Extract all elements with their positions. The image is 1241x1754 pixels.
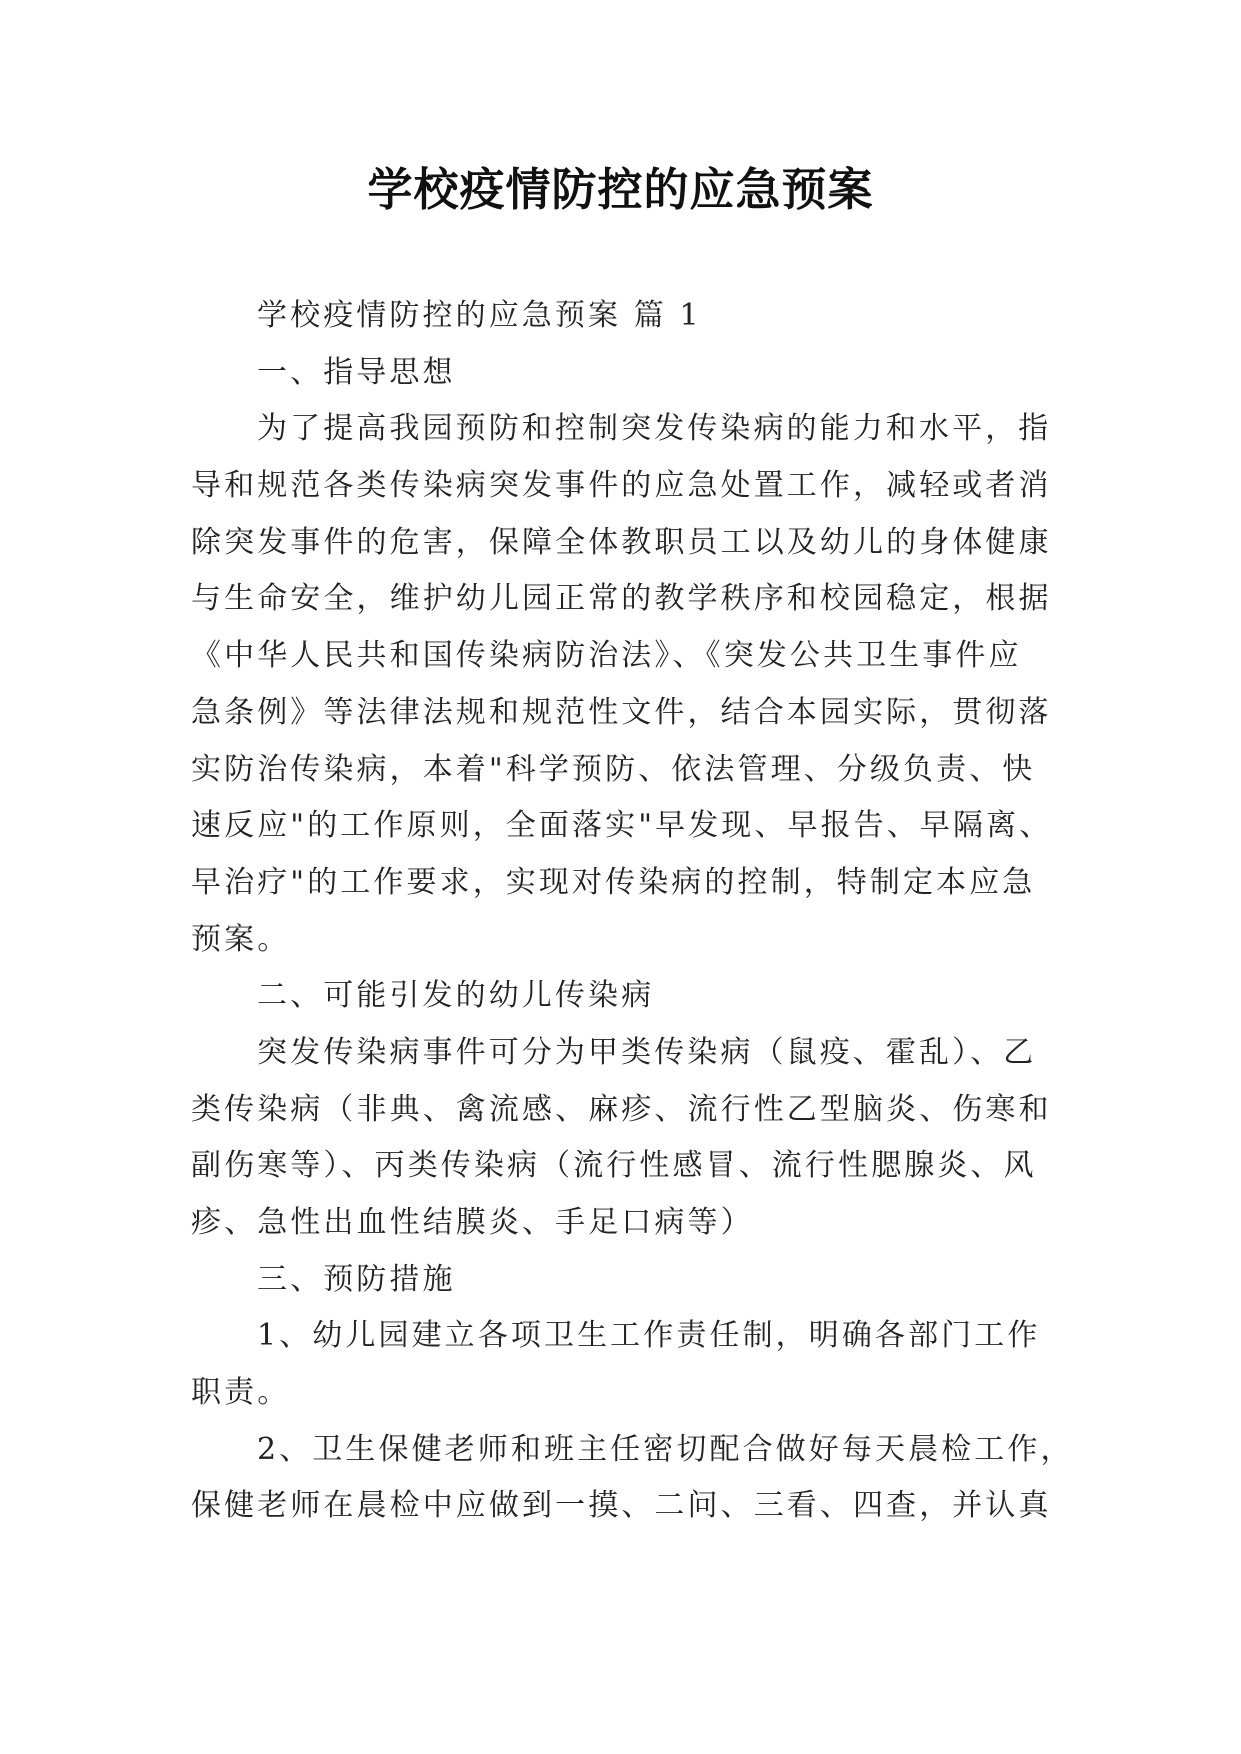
- text-line: 2、卫生保健老师和班主任密切配合做好每天晨检工作，: [257, 1431, 1074, 1467]
- text-line: 三、预防措施: [257, 1261, 456, 1297]
- text-line: 急条例》等法律法规和规范性文件，结合本园实际，贯彻落: [191, 694, 1052, 730]
- text-line: 实防治传染病，本着"科学预防、依法管理、分级负责、快: [191, 751, 1036, 787]
- text-line: 除突发事件的危害，保障全体教职员工以及幼儿的身体健康: [191, 524, 1052, 560]
- document-title: 学校疫情防控的应急预案: [367, 163, 874, 216]
- text-line: 速反应"的工作原则，全面落实"早发现、早报告、早隔离、: [191, 808, 1053, 844]
- text-line: 1、幼儿园建立各项卫生工作责任制，明确各部门工作: [257, 1318, 1041, 1354]
- text-line: 保健老师在晨检中应做到一摸、二问、三看、四查，并认真: [191, 1488, 1052, 1524]
- text-line: 职责。: [191, 1375, 291, 1411]
- text-line: 突发传染病事件可分为甲类传染病（鼠疫、霍乱）、乙: [257, 1034, 1037, 1070]
- text-line: 疹、急性出血性结膜炎、手足口病等）: [191, 1205, 754, 1240]
- text-line: 二、可能引发的幼儿传染病: [257, 978, 655, 1014]
- text-line: 与生命安全，维护幼儿园正常的教学秩序和校园稳定，根据: [191, 581, 1052, 617]
- text-line: 学校疫情防控的应急预案 篇 1: [257, 298, 702, 333]
- text-line: 一、指导思想: [257, 354, 456, 390]
- text-line: 副伤寒等）、丙类传染病（流行性感冒、流行性腮腺炎、风: [191, 1148, 1037, 1184]
- text-line: 为了提高我园预防和控制突发传染病的能力和水平，指: [257, 411, 1052, 447]
- text-line: 早治疗"的工作要求，实现对传染病的控制，特制定本应急: [191, 864, 1036, 900]
- document-body: [191, 288, 1074, 1535]
- text-line: 《中华人民共和国传染病防治法》、《突发公共卫生事件应: [191, 638, 1022, 674]
- text-line: 导和规范各类传染病突发事件的应急处置工作，减轻或者消: [191, 468, 1052, 504]
- text-line: 预案。: [191, 921, 291, 957]
- text-line: 类传染病（非典、禽流感、麻疹、流行性乙型脑炎、伤寒和: [191, 1091, 1052, 1127]
